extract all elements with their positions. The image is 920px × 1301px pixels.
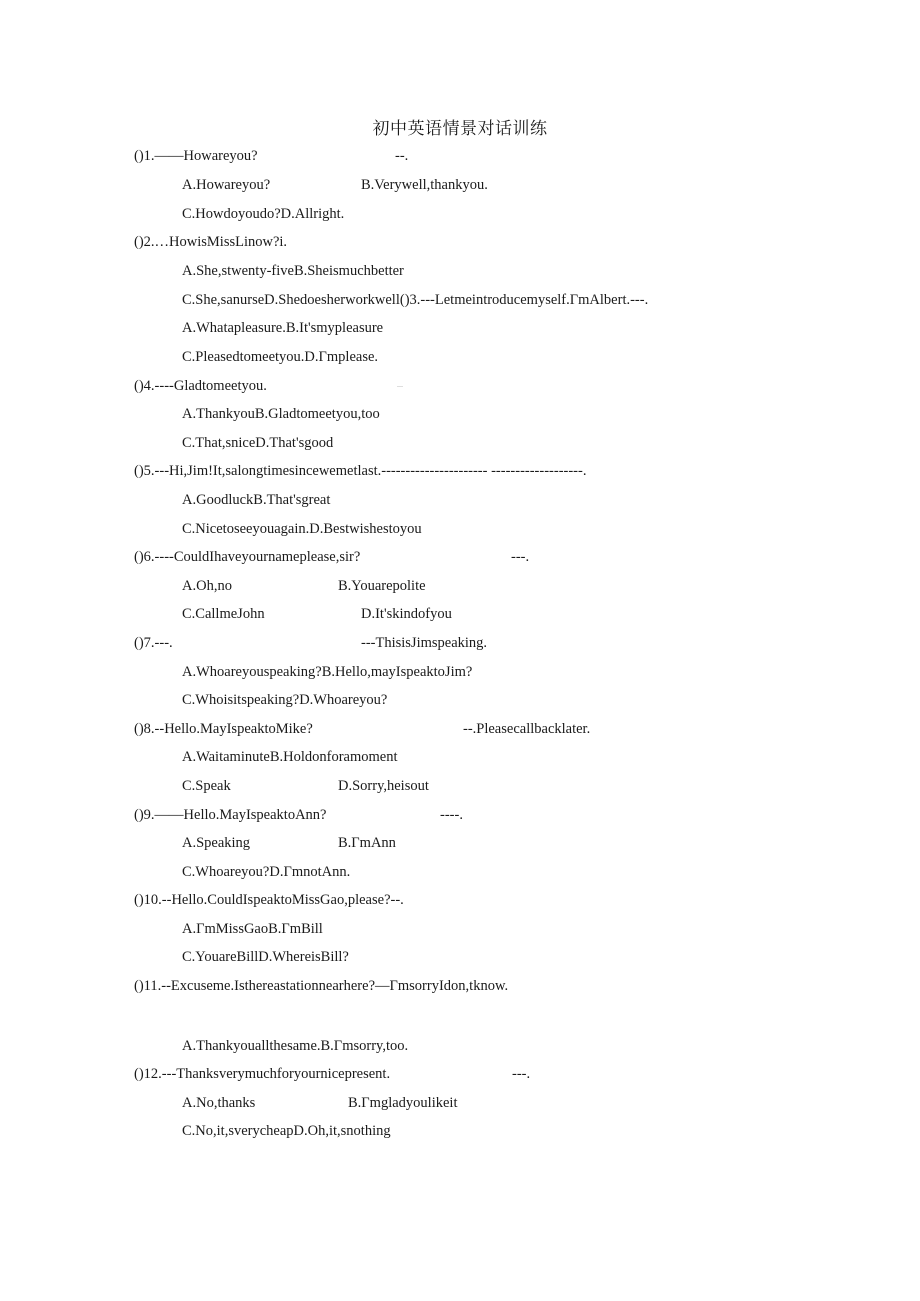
question-7: ()7.---.	[134, 635, 173, 651]
question-2: ()2.…HowisMissLinow?i.	[134, 234, 288, 250]
option-6b: B.Youarepolite	[338, 578, 426, 594]
option-8d: D.Sorry,heisout	[338, 778, 429, 794]
question-11: ()11.--Excuseme.Isthereastationnearhere?—ΓmsorryIdon,tknow.	[134, 978, 509, 994]
question-10: ()10.--Hello.CouldIspeaktoMissGao,please?--.	[134, 892, 404, 908]
options-2cd-question-3: C.She,sanurseD.Shedoesherworkwell()3.---Letmeintroducemyself.ΓmAlbert.---.	[182, 292, 649, 308]
options-5cd: C.Nicetoseeyouagain.D.Bestwishestoyou	[182, 521, 422, 537]
option-9a: A.Speaking	[182, 835, 251, 851]
options-8ab: A.WaitaminuteB.Holdonforamoment	[182, 749, 398, 765]
option-1b: B.Verywell,thankyou.	[361, 177, 488, 193]
stray-mark: …	[397, 382, 403, 389]
question-5: ()5.---Hi,Jim!It,salongtimesincewemetlast.---------------------- -------------------.	[134, 463, 587, 479]
options-11ab: A.Thankyouallthesame.B.Γmsorry,too.	[182, 1038, 409, 1054]
options-4cd: C.That,sniceD.That'sgood	[182, 435, 334, 451]
page-title: 初中英语情景对话训练	[372, 119, 548, 139]
options-9cd: C.Whoareyou?D.ΓmnotAnn.	[182, 864, 351, 880]
question-1: ()1.——Howareyou?	[134, 148, 258, 164]
answer-blank-1: --.	[395, 148, 409, 164]
reply-8: --.Pleasecallbacklater.	[463, 721, 591, 737]
question-12: ()12.---Thanksverymuchforyournicepresent.	[134, 1066, 391, 1082]
option-6c: C.CallmeJohn	[182, 606, 265, 622]
answer-blank-6: ---.	[511, 549, 530, 565]
options-10ab: A.ΓmMissGaoB.ΓmBill	[182, 921, 323, 937]
options-4ab: A.ThankyouB.Gladtomeetyou,too	[182, 406, 380, 422]
options-5ab: A.GoodluckB.That'sgreat	[182, 492, 331, 508]
option-12a: A.No,thanks	[182, 1095, 256, 1111]
option-6a: A.Oh,no	[182, 578, 232, 594]
answer-blank-9: ----.	[440, 807, 463, 823]
options-2ab: A.She,stwenty-fiveB.Sheismuchbetter	[182, 263, 404, 279]
question-6: ()6.----CouldIhaveyournameplease,sir?	[134, 549, 361, 565]
reply-7: ---ThisisJimspeaking.	[361, 635, 488, 651]
question-9: ()9.——Hello.MayIspeaktoAnn?	[134, 807, 327, 823]
options-1cd: C.Howdoyoudo?D.Allright.	[182, 206, 345, 222]
options-7ab: A.Whoareyouspeaking?B.Hello,mayIspeaktoJim?	[182, 664, 473, 680]
option-12b: B.Γmgladyoulikeit	[348, 1095, 458, 1111]
option-1a: A.Howareyou?	[182, 177, 271, 193]
question-4: ()4.----Gladtomeetyou.	[134, 378, 267, 394]
options-10cd: C.YouareBillD.WhereisBill?	[182, 949, 349, 965]
options-7cd: C.Whoisitspeaking?D.Whoareyou?	[182, 692, 388, 708]
option-6d: D.It'skindofyou	[361, 606, 452, 622]
options-3ab: A.Whatapleasure.B.It'smypleasure	[182, 320, 384, 336]
answer-blank-12: ---.	[512, 1066, 531, 1082]
options-12cd: C.No,it,sverycheapD.Oh,it,snothing	[182, 1123, 391, 1139]
question-8: ()8.--Hello.MayIspeaktoMike?	[134, 721, 313, 737]
option-8c: C.Speak	[182, 778, 231, 794]
option-9b: B.ΓmAnn	[338, 835, 396, 851]
options-3cd: C.Pleasedtomeetyou.D.Γmplease.	[182, 349, 379, 365]
